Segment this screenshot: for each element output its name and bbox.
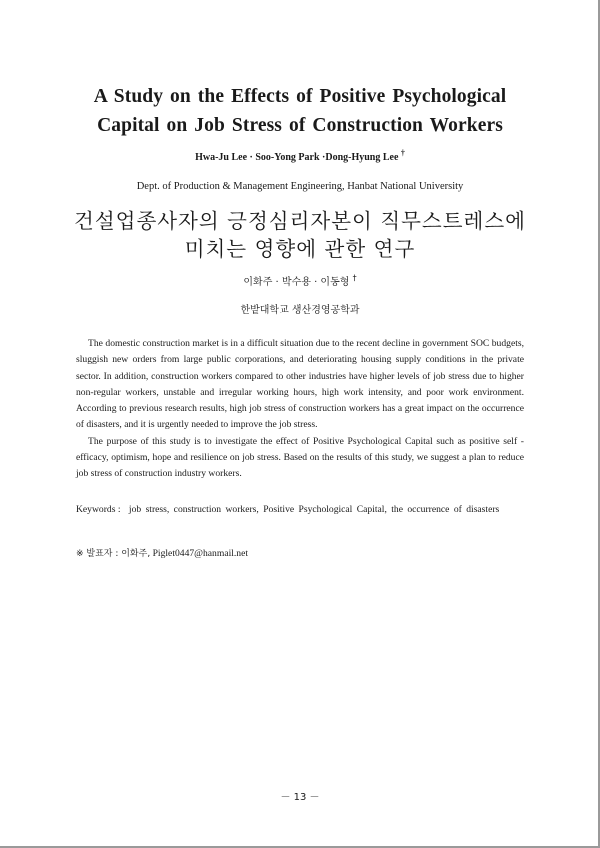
page-number: － 13 －: [280, 792, 320, 803]
keywords: [76, 503, 536, 517]
korean-author-names: 이화주 · 박수용 · 이동형: [243, 277, 350, 288]
abstract-paragraph-1: The domestic construction market is in a difficult situation due to the recent decline in government SOC budgets, sluggish new orders from large public corporations, and deteriorating housing supply conditions in the private sector. In addition, construction workers compared to other industries have higher levels of job stress due to higher non-regular workers, unstable and irregular working hours, high work intensity, and poor work environment. According to previous research results, high job stress of construction workers has a great impact on the occurrence of disasters, and it is urgently needed to improve the job stress.: [76, 338, 524, 431]
korean-title-line-1: 건설업종사자의 긍정심리자본이 직무스트레스에: [74, 209, 526, 233]
korean-affiliation: 한밭대학교 생산경영공학과: [240, 305, 360, 316]
korean-corresponding-author-mark: †: [352, 273, 357, 283]
english-authors: [60, 148, 540, 165]
english-author-names: Hwa-Ju Lee · Soo-Yong Park ·Dong-Hyung Lee: [195, 152, 399, 163]
corresponding-author-mark: †: [400, 148, 405, 158]
korean-title: [40, 207, 560, 263]
presenter-email: Piglet0447@hanmail.net: [152, 548, 249, 559]
english-title-line-1: A Study on the Effects of Positive Psychological: [93, 86, 507, 107]
abstract: [76, 336, 524, 483]
presenter-label: ※ 발표자 : 이화주,: [76, 549, 151, 559]
keywords-label: Keywords :: [76, 504, 121, 515]
korean-authors: [60, 273, 540, 290]
english-title-line-2: Capital on Job Stress of Construction Workers: [97, 115, 503, 136]
english-affiliation: Dept. of Production & Management Engineering, Hanbat National University: [136, 181, 464, 192]
korean-title-line-2: 미치는 영향에 관한 연구: [184, 237, 416, 261]
english-title: [40, 82, 560, 140]
keywords-values: job stress, construction workers, Positive Psychological Capital, the occurrence of disasters: [128, 504, 500, 515]
presenter-note: [76, 547, 476, 561]
abstract-paragraph-2: The purpose of this study is to investigate the effect of Positive Psychological Capital such as positive self - efficacy, optimism, hope and resilience on job stress. Based on the results of this study, we suggest a plan to reduce job stress of construction industry workers.: [76, 435, 524, 480]
